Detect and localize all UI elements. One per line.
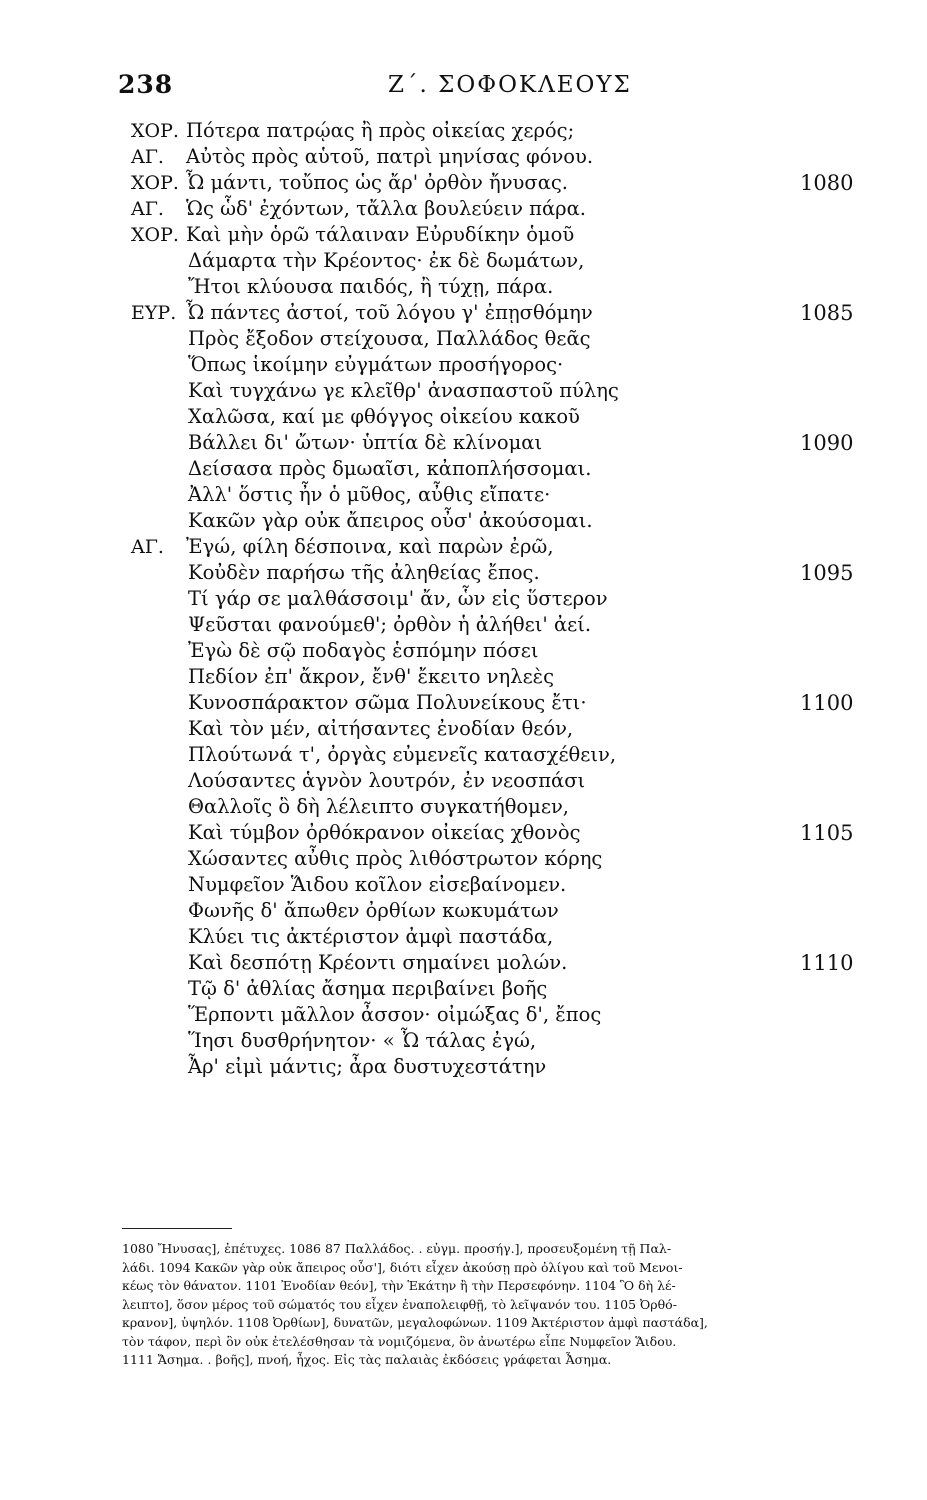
- verse-line: [0, 742, 927, 768]
- line-number: 1095: [800, 561, 854, 585]
- verse-line-text: Ἕρποντι μᾶλλον ἆσσον· οἰμώξας δ', ἔπος: [188, 1003, 602, 1026]
- verse-line-text: Τῷ δ' ἀθλίας ἄσημα περιβαίνει βοῆς: [188, 977, 548, 1000]
- verse-line-text: Καὶ δεσπότῃ Κρέοντι σημαίνει μολών.: [188, 951, 568, 974]
- verse-line-text: Πλούτωνά τ', ὀργὰς εὐμενεῖς κατασχέθειν,: [188, 743, 617, 766]
- verse-line: [0, 950, 927, 976]
- verse-line-text: Ἆρ' εἰμὶ μάντις; ἆρα δυστυχεστάτην: [188, 1055, 547, 1078]
- page-header: [118, 70, 818, 110]
- speaker-label: ΑΓ.: [131, 536, 164, 558]
- verse-line-text: Ἀλλ' ὅστις ἦν ὁ μῦθος, αὖθις εἴπατε·: [188, 483, 551, 506]
- verse-line: [0, 300, 927, 326]
- verse-line: [0, 222, 927, 248]
- verse-line-text: Ἐγὼ δὲ σῷ ποδαγὸς ἑσπόμην πόσει: [188, 639, 539, 662]
- verse-line: [0, 820, 927, 846]
- verse-text: [0, 118, 927, 1080]
- verse-line-text: Ὡς ὧδ' ἐχόντων, τἄλλα βουλεύειν πάρα.: [186, 197, 586, 220]
- verse-line-text: Χώσαντες αὖθις πρὸς λιθόστρωτον κόρης: [188, 847, 603, 870]
- verse-line: [0, 560, 927, 586]
- line-number: 1105: [800, 821, 854, 845]
- speaker-label: ΑΓ.: [131, 146, 164, 168]
- footnote-line: 1111 Ἄσημα. . βοῆς], πνοή, ἦχος. Εἰς τὰς παλαιὰς ἐκδόσεις γράφεται Ἆσημα.: [122, 1352, 612, 1367]
- verse-line: [0, 378, 927, 404]
- verse-line: [0, 794, 927, 820]
- verse-line: [0, 534, 927, 560]
- footnote-line: τὸν τάφον, περὶ ὃν οὐκ ἐτελέσθησαν τὰ νομιζόμενα, ὃν ἀνωτέρω εἶπε Νυμφεῖον Ἅιδου.: [122, 1333, 677, 1349]
- footnote-line: λάδι. 1094 Κακῶν γὰρ οὐκ ἄπειρος οὖσ'], διότι εἶχεν ἀκούσῃ πρὸ ὀλίγου καὶ τοῦ Μενοι-: [122, 1259, 683, 1275]
- verse-line-text: Αὐτὸς πρὸς αὑτοῦ, πατρὶ μηνίσας φόνου.: [186, 145, 594, 168]
- verse-line-text: Δάμαρτα τὴν Κρέοντος· ἐκ δὲ δωμάτων,: [188, 249, 585, 272]
- verse-line-text: Καὶ τύμβον ὀρθόκρανον οἰκείας χθονὸς: [188, 821, 581, 844]
- verse-line: [0, 482, 927, 508]
- verse-line: [0, 768, 927, 794]
- verse-line-text: Καὶ τὸν μέν, αἰτήσαντες ἐνοδίαν θεόν,: [188, 717, 574, 740]
- verse-line: [0, 664, 927, 690]
- verse-line-text: Ὦ μάντι, τοὔπος ὡς ἄρ' ὀρθὸν ἤνυσας.: [186, 171, 569, 194]
- verse-line-text: Πότερα πατρῴας ἢ πρὸς οἰκείας χερός;: [186, 119, 575, 142]
- verse-line: [0, 976, 927, 1002]
- footnote-line: λειπτο], ὅσον μέρος τοῦ σώματός του εἶχεν ἐναπολειφθῇ, τὸ λεῖψανόν του. 1105 Ὀρθό-: [122, 1296, 677, 1312]
- verse-line-text: Ἵησι δυσθρήνητον· « Ὦ τάλας ἐγώ,: [188, 1029, 537, 1052]
- footnotes: [122, 1240, 852, 1370]
- verse-line: [0, 716, 927, 742]
- verse-line-text: Πεδίον ἐπ' ἄκρον, ἔνθ' ἔκειτο νηλεὲς: [188, 665, 555, 688]
- line-number: 1085: [800, 301, 854, 325]
- verse-line-text: Ἤτοι κλύουσα παιδός, ἢ τύχῃ, πάρα.: [188, 275, 554, 298]
- footnote-rule: [122, 1228, 232, 1229]
- line-number: 1100: [800, 691, 854, 715]
- verse-line-text: Καὶ τυγχάνω γε κλεῖθρ' ἀνασπαστοῦ πύλης: [188, 379, 619, 402]
- footnote-line: κέως τὸν θάνατον. 1101 Ἐνοδίαν θεόν], τὴν Ἑκάτην ἢ τὴν Περσεφόνην. 1104 Ὃ δὴ λέ-: [122, 1278, 676, 1293]
- verse-line-text: Ψεῦσται φανούμεθ'; ὀρθὸν ἡ ἀλήθει' ἀεί.: [188, 613, 592, 636]
- verse-line: [0, 872, 927, 898]
- verse-line: [0, 170, 927, 196]
- verse-line-text: Κοὐδὲν παρήσω τῆς ἀληθείας ἔπος.: [188, 561, 540, 584]
- verse-line-text: Βάλλει δι' ὤτων· ὑπτία δὲ κλίνομαι: [188, 431, 543, 454]
- verse-line: [0, 326, 927, 352]
- speaker-label: ΧΟΡ.: [131, 224, 179, 246]
- verse-line: [0, 586, 927, 612]
- verse-line: [0, 1054, 927, 1080]
- speaker-label: ΧΟΡ.: [131, 172, 179, 194]
- verse-line: [0, 1028, 927, 1054]
- verse-line: [0, 1002, 927, 1028]
- verse-line-text: Νυμφεῖον Ἅιδου κοῖλον εἰσεβαίνομεν.: [188, 873, 567, 896]
- verse-line-text: Κυνοσπάρακτον σῶμα Πολυνείκους ἔτι·: [188, 691, 587, 714]
- speaker-label: ΕΥΡ.: [131, 302, 177, 324]
- verse-line-text: Κακῶν γὰρ οὐκ ἄπειρος οὖσ' ἀκούσομαι.: [188, 509, 593, 532]
- line-number: 1080: [800, 171, 854, 195]
- verse-line-text: Τί γάρ σε μαλθάσσοιμ' ἄν, ὧν εἰς ὕστερον: [188, 587, 608, 610]
- speaker-label: ΧΟΡ.: [131, 120, 179, 142]
- footnote-line: κρανον], ὑψηλόν. 1108 Ὀρθίων], δυνατῶν, μεγαλοφώνων. 1109 Ἀκτέριστον ἀμφὶ παστάδα],: [122, 1315, 708, 1330]
- verse-line-text: Φωνῆς δ' ἄπωθεν ὀρθίων κωκυμάτων: [188, 899, 559, 922]
- verse-line: [0, 456, 927, 482]
- verse-line-text: Ὅπως ἱκοίμην εὐγμάτων προσήγορος·: [188, 353, 564, 376]
- speaker-label: ΑΓ.: [131, 198, 164, 220]
- verse-line-text: Χαλῶσα, καί με φθόγγος οἰκείου κακοῦ: [188, 405, 580, 428]
- line-number: 1090: [800, 431, 854, 455]
- verse-line-text: Ἐγώ, φίλη δέσποινα, καὶ παρὼν ἐρῶ,: [186, 535, 554, 558]
- verse-line: [0, 690, 927, 716]
- verse-line-text: Πρὸς ἔξοδον στείχουσα, Παλλάδος θεᾶς: [188, 327, 591, 350]
- verse-line: [0, 638, 927, 664]
- verse-line: [0, 924, 927, 950]
- verse-line: [0, 118, 927, 144]
- page-number: 238: [118, 70, 174, 99]
- verse-line: [0, 248, 927, 274]
- verse-line-text: Ὦ πάντες ἀστοί, τοῦ λόγου γ' ἐπῃσθόμην: [186, 301, 593, 324]
- verse-line: [0, 404, 927, 430]
- verse-line-text: Κλύει τις ἀκτέριστον ἀμφὶ παστάδα,: [188, 925, 554, 948]
- verse-line: [0, 274, 927, 300]
- footnote-line: 1080 Ἤνυσας], ἐπέτυχες. 1086 87 Παλλάδος. . εὐγμ. προσήγ.], προσευξομένη τῇ Παλ-: [122, 1241, 672, 1256]
- verse-line: [0, 144, 927, 170]
- running-title: Ζ΄. ΣΟΦΟΚΛΕΟΥΣ: [388, 72, 632, 98]
- verse-line: [0, 430, 927, 456]
- verse-line-text: Καὶ μὴν ὁρῶ τάλαιναν Εὐρυδίκην ὁμοῦ: [186, 223, 575, 246]
- verse-line: [0, 508, 927, 534]
- verse-line: [0, 196, 927, 222]
- verse-line: [0, 612, 927, 638]
- line-number: 1110: [800, 951, 854, 975]
- verse-line-text: Θαλλοῖς ὃ δὴ λέλειπτο συγκατήθομεν,: [188, 795, 570, 818]
- verse-line: [0, 898, 927, 924]
- verse-line-text: Δείσασα πρὸς δμωαῖσι, κἀποπλήσσομαι.: [188, 457, 592, 480]
- verse-line: [0, 352, 927, 378]
- verse-line-text: Λούσαντες ἁγνὸν λουτρόν, ἐν νεοσπάσι: [188, 769, 586, 792]
- verse-line: [0, 846, 927, 872]
